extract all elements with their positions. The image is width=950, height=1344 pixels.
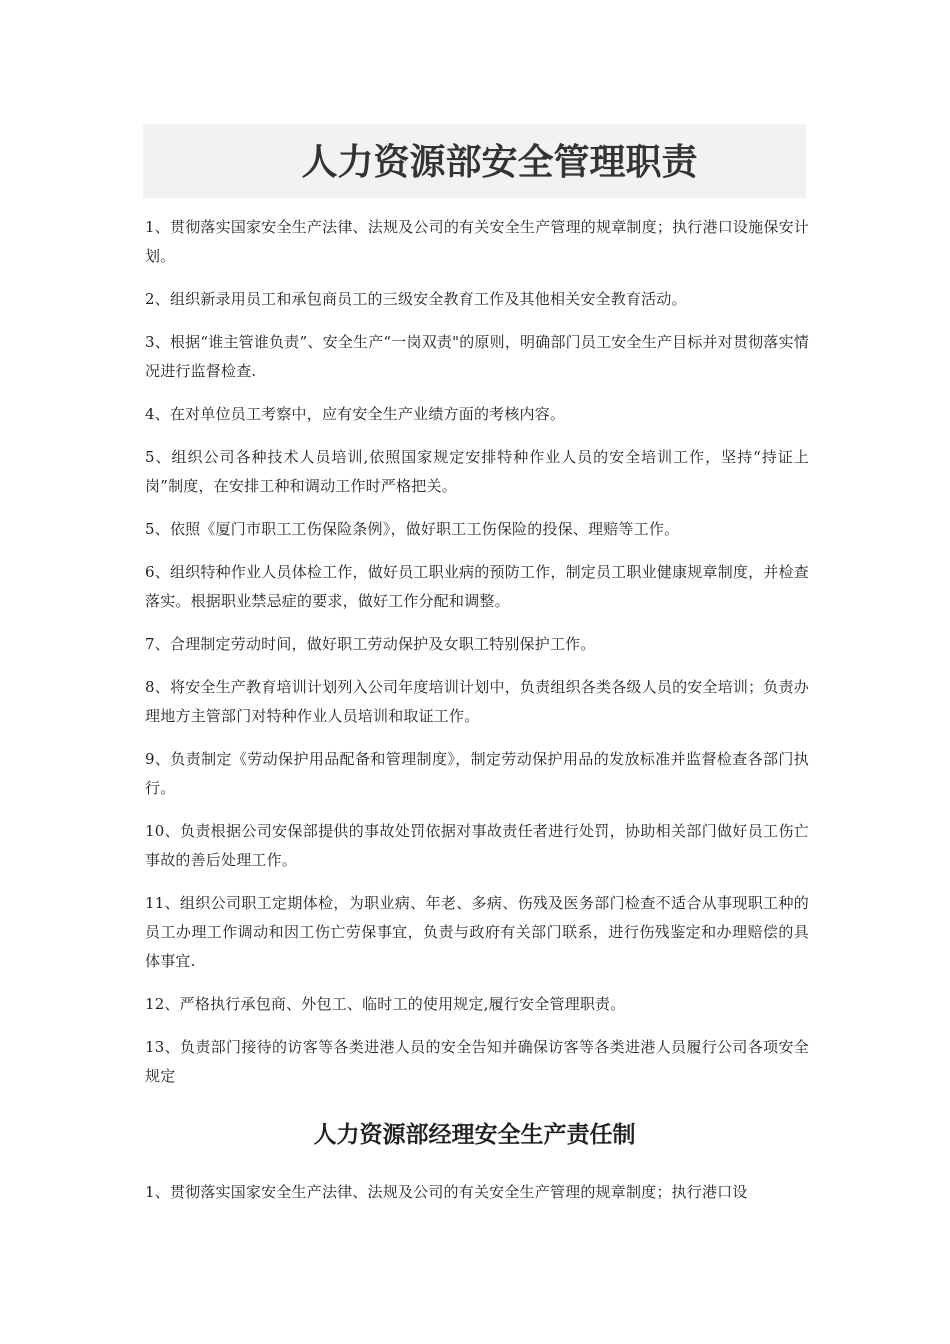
duty-item-6: 6、组织特种作业人员体检工作，做好员工职业病的预防工作，制定员工职业健康规章制度，并检查落实。根据职业禁忌症的要求，做好工作分配和调整。 (145, 563, 809, 610)
duty-item-12: 12、严格执行承包商、外包工、临时工的使用规定,履行安全管理职责。 (145, 995, 626, 1013)
duty-item-1: 1、贯彻落实国家安全生产法律、法规及公司的有关安全生产管理的规章制度；执行港口设施保安计划。 (145, 218, 809, 265)
document-title: 人力资源部安全管理职责 (301, 142, 698, 183)
section-heading: 人力资源部经理安全生产责任制 (313, 1122, 636, 1148)
duty-item-7: 7、合理制定劳动时间，做好职工劳动保护及女职工特别保护工作。 (145, 635, 596, 653)
manager-duty-item-1: 1、贯彻落实国家安全生产法律、法规及公司的有关安全生产管理的规章制度；执行港口设 (145, 1183, 748, 1201)
manager-duties-list (145, 1178, 809, 1221)
duty-item-13: 13、负责部门接待的访客等各类进港人员的安全告知并确保访客等各类进港人员履行公司各项安全规定 (145, 1038, 809, 1085)
duty-item-11: 11、组织公司职工定期体检，为职业病、年老、多病、伤残及医务部门检查不适合从事现职工种的员工办理工作调动和因工伤亡劳保事宜，负责与政府有关部门联系，进行伤残鉴定和办理赔偿的具体事宜. (145, 894, 809, 970)
duty-item-10: 10、负责根据公司安保部提供的事故处罚依据对事故责任者进行处罚，协助相关部门做好员工伤亡事故的善后处理工作。 (145, 822, 809, 869)
title-banner (143, 124, 806, 198)
duty-item-9: 9、负责制定《劳动保护用品配备和管理制度》，制定劳动保护用品的发放标准并监督检查各部门执行。 (145, 750, 809, 797)
duty-item-3: 3、根据“谁主管谁负责”、安全生产“一岗双责"的原则，明确部门员工安全生产目标并对贯彻落实情况进行监督检查. (145, 333, 809, 380)
duty-item-2: 2、组织新录用员工和承包商员工的三级安全教育工作及其他相关安全教育活动。 (145, 290, 687, 308)
duties-list (145, 213, 809, 1105)
duty-item-8: 8、将安全生产教育培训计划列入公司年度培训计划中，负责组织各类各级人员的安全培训；负责办理地方主管部门对特种作业人员培训和取证工作。 (145, 678, 809, 725)
duty-item-5b: 5、依照《厦门市职工工伤保险条例》，做好职工工伤保险的投保、理赔等工作。 (145, 520, 680, 538)
duty-item-4: 4、在对单位员工考察中，应有安全生产业绩方面的考核内容。 (145, 405, 566, 423)
duty-item-5: 5、组织公司各种技术人员培训,依照国家规定安排特种作业人员的安全培训工作，坚持“持证上岗”制度，在安排工种和调动工作时严格把关。 (145, 448, 809, 495)
